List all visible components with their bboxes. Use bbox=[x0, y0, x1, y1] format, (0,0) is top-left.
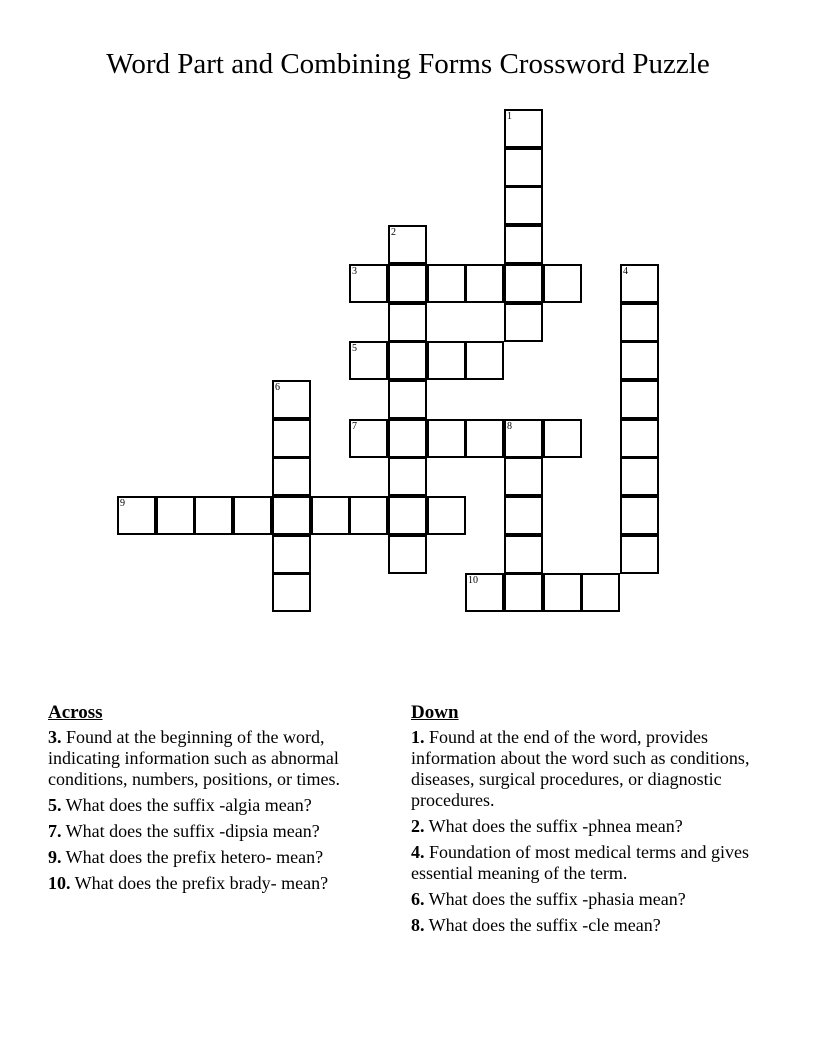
grid-cell[interactable] bbox=[504, 225, 543, 264]
grid-cell[interactable] bbox=[388, 535, 427, 574]
grid-cell[interactable] bbox=[388, 264, 427, 303]
clue-item bbox=[48, 847, 398, 868]
grid-cell[interactable] bbox=[504, 457, 543, 496]
clue-item-text: What does the suffix -phnea mean? bbox=[424, 816, 683, 836]
grid-cell[interactable] bbox=[543, 264, 582, 303]
across-clues bbox=[48, 702, 398, 899]
grid-cell[interactable] bbox=[272, 457, 311, 496]
grid-cell[interactable] bbox=[272, 535, 311, 574]
down-clues bbox=[411, 702, 771, 941]
clue-number: 8 bbox=[507, 421, 512, 432]
grid-cell[interactable] bbox=[272, 573, 311, 612]
grid-cell[interactable] bbox=[349, 264, 388, 303]
clue-item-number: 10. bbox=[48, 873, 71, 893]
clue-item bbox=[411, 889, 771, 910]
clue-item-text: What does the suffix -algia mean? bbox=[61, 795, 312, 815]
grid-cell[interactable] bbox=[427, 496, 466, 535]
grid-cell[interactable] bbox=[543, 419, 582, 458]
clue-item bbox=[411, 915, 771, 936]
across-heading: Across bbox=[48, 702, 103, 723]
clue-item-text: Foundation of most medical terms and gives essential meaning of the term. bbox=[411, 842, 749, 883]
clue-number: 4 bbox=[623, 266, 628, 277]
grid-cell[interactable] bbox=[427, 264, 466, 303]
clue-item-number: 9. bbox=[48, 847, 62, 867]
clue-number: 3 bbox=[352, 266, 357, 277]
clue-number: 10 bbox=[468, 575, 478, 586]
clue-item-number: 6. bbox=[411, 889, 425, 909]
grid-cell[interactable] bbox=[349, 419, 388, 458]
clue-item bbox=[48, 727, 398, 790]
grid-cell[interactable] bbox=[620, 535, 659, 574]
clue-number: 6 bbox=[275, 382, 280, 393]
grid-cell[interactable] bbox=[311, 496, 350, 535]
clue-item bbox=[411, 727, 771, 811]
grid-cell[interactable] bbox=[427, 419, 466, 458]
grid-cell[interactable] bbox=[388, 457, 427, 496]
clue-item-text: What does the prefix hetero- mean? bbox=[61, 847, 324, 867]
grid-cell[interactable] bbox=[581, 573, 620, 612]
clue-item bbox=[48, 873, 398, 894]
grid-cell[interactable] bbox=[620, 419, 659, 458]
grid-cell[interactable] bbox=[620, 380, 659, 419]
clue-number: 9 bbox=[120, 498, 125, 509]
grid-cell[interactable] bbox=[156, 496, 195, 535]
grid-cell[interactable] bbox=[504, 264, 543, 303]
grid-cell[interactable] bbox=[427, 341, 466, 380]
grid-cell[interactable] bbox=[388, 225, 427, 264]
grid-cell[interactable] bbox=[349, 496, 388, 535]
grid-cell[interactable] bbox=[620, 303, 659, 342]
grid-cell[interactable] bbox=[388, 496, 427, 535]
clue-item-text: What does the prefix brady- mean? bbox=[70, 873, 329, 893]
grid-cell[interactable] bbox=[620, 264, 659, 303]
clue-item-number: 5. bbox=[48, 795, 62, 815]
grid-cell[interactable] bbox=[388, 380, 427, 419]
clue-number: 5 bbox=[352, 343, 357, 354]
grid-cell[interactable] bbox=[388, 419, 427, 458]
clue-item-number: 3. bbox=[48, 727, 62, 747]
clue-number: 1 bbox=[507, 111, 512, 122]
across-clue-list bbox=[48, 727, 398, 894]
clue-item-number: 8. bbox=[411, 915, 425, 935]
grid-cell[interactable] bbox=[233, 496, 272, 535]
grid-cell[interactable] bbox=[272, 380, 311, 419]
clue-item bbox=[48, 795, 398, 816]
grid-cell[interactable] bbox=[504, 535, 543, 574]
clue-item-text: What does the suffix -phasia mean? bbox=[424, 889, 686, 909]
grid-cell[interactable] bbox=[272, 419, 311, 458]
page-title: Word Part and Combining Forms Crossword Puzzle bbox=[106, 48, 710, 80]
grid-cell[interactable] bbox=[349, 341, 388, 380]
clue-item bbox=[48, 821, 398, 842]
grid-cell[interactable] bbox=[504, 573, 543, 612]
clue-item bbox=[411, 816, 771, 837]
clue-item-text: What does the suffix -dipsia mean? bbox=[61, 821, 320, 841]
clue-item-number: 2. bbox=[411, 816, 425, 836]
clue-item-text: What does the suffix -cle mean? bbox=[424, 915, 661, 935]
grid-cell[interactable] bbox=[620, 496, 659, 535]
clue-item-number: 1. bbox=[411, 727, 425, 747]
grid-cell[interactable] bbox=[388, 341, 427, 380]
down-clue-list bbox=[411, 727, 771, 936]
clue-number: 7 bbox=[352, 421, 357, 432]
grid-cell[interactable] bbox=[504, 148, 543, 187]
grid-cell[interactable] bbox=[272, 496, 311, 535]
clue-number: 2 bbox=[391, 227, 396, 238]
grid-cell[interactable] bbox=[504, 186, 543, 225]
clue-item-text: Found at the end of the word, provides information about the word such as conditions, diseases, surgical procedures, or diagnostic procedures. bbox=[411, 727, 750, 810]
grid-cell[interactable] bbox=[465, 573, 504, 612]
clue-item-number: 4. bbox=[411, 842, 425, 862]
grid-cell[interactable] bbox=[504, 419, 543, 458]
grid-cell[interactable] bbox=[388, 303, 427, 342]
grid-cell[interactable] bbox=[465, 419, 504, 458]
grid-cell[interactable] bbox=[543, 573, 582, 612]
grid-cell[interactable] bbox=[504, 496, 543, 535]
grid-cell[interactable] bbox=[504, 109, 543, 148]
grid-cell[interactable] bbox=[620, 457, 659, 496]
clue-item-text: Found at the beginning of the word, indicating information such as abnormal conditions, numbers, positions, or times. bbox=[48, 727, 340, 789]
clue-item bbox=[411, 842, 771, 884]
grid-cell[interactable] bbox=[465, 264, 504, 303]
grid-cell[interactable] bbox=[194, 496, 233, 535]
grid-cell[interactable] bbox=[620, 341, 659, 380]
down-heading: Down bbox=[411, 702, 459, 723]
clue-item-number: 7. bbox=[48, 821, 62, 841]
grid-cell[interactable] bbox=[504, 303, 543, 342]
grid-cell[interactable] bbox=[465, 341, 504, 380]
grid-cell[interactable] bbox=[117, 496, 156, 535]
